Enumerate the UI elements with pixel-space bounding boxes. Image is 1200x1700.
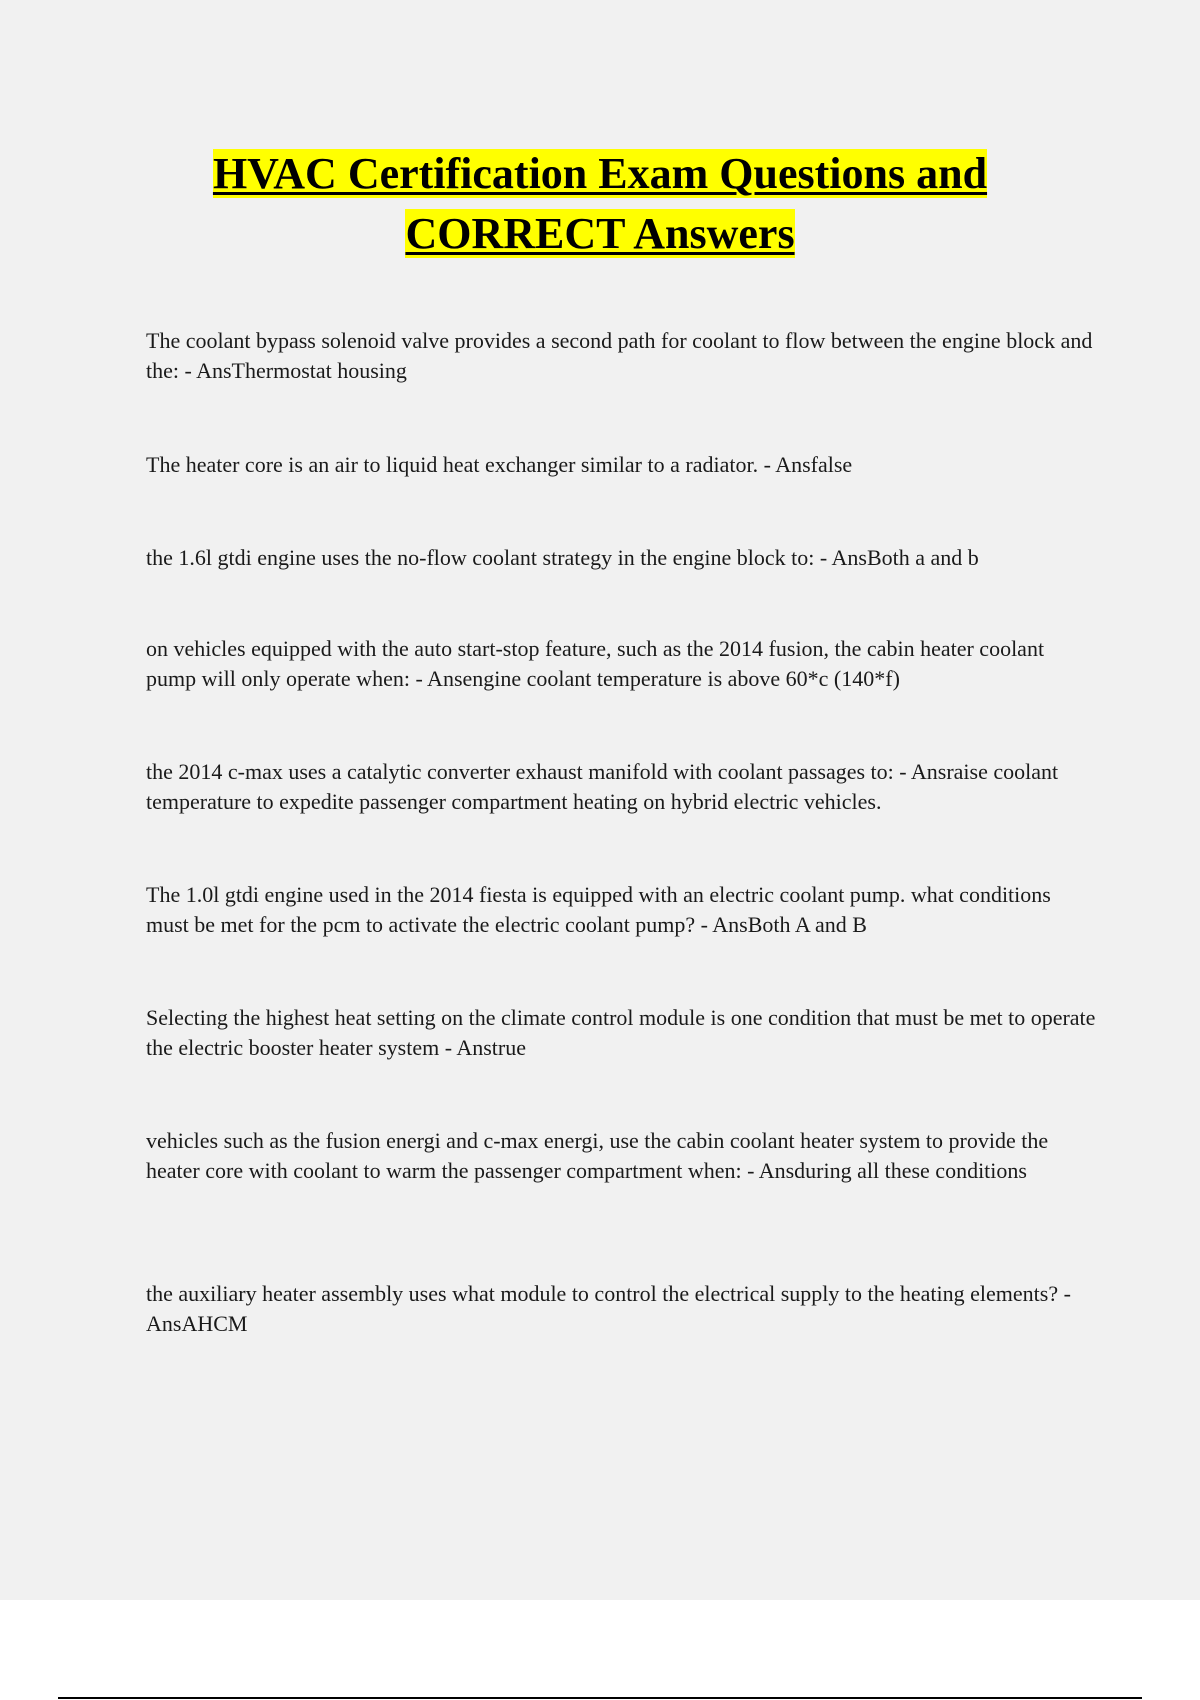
title-line-1-text: HVAC Certification Exam Questions and [212, 149, 988, 198]
qa-item-2: The heater core is an air to liquid heat exchanger similar to a radiator. - Ansfalse [146, 452, 853, 477]
qa-item-4: on vehicles equipped with the auto start-stop feature, such as the 2014 fusion, the cabin heater coolant pump will only operate when: - Ansengine coolant temperature is above 60*c (140*f) [146, 636, 1045, 691]
title-line-1 [0, 144, 1200, 204]
qa-item-7: Selecting the highest heat setting on the climate control module is one condition that must be met to operate the electric booster heater system - Anstrue [146, 1005, 1096, 1060]
title-line-2-text: CORRECT Answers [405, 209, 795, 258]
qa-item-5: the 2014 c-max uses a catalytic converter exhaust manifold with coolant passages to: - Ansraise coolant temperature to expedite passenger compartment heating on hybrid electric vehicles. [146, 759, 1059, 814]
qa-item-6: The 1.0l gtdi engine used in the 2014 fiesta is equipped with an electric coolant pump. what conditions must be met for the pcm to activate the electric coolant pump? - AnsBoth A and B [146, 882, 1051, 937]
qa-item-9: the auxiliary heater assembly uses what module to control the electrical supply to the heating elements? - AnsAHCM [146, 1281, 1071, 1336]
title-line-2 [0, 204, 1200, 264]
footer-divider [58, 1697, 1142, 1699]
qa-item-1: The coolant bypass solenoid valve provides a second path for coolant to flow between the engine block and the: - AnsThermostat housing [146, 328, 1093, 383]
qa-item-3: the 1.6l gtdi engine uses the no-flow coolant strategy in the engine block to: - AnsBoth a and b [146, 545, 979, 570]
qa-item-8: vehicles such as the fusion energi and c-max energi, use the cabin coolant heater system to provide the heater core with coolant to warm the passenger compartment when: - Ansduring all these conditions [146, 1128, 1049, 1183]
document-title [0, 144, 1200, 264]
